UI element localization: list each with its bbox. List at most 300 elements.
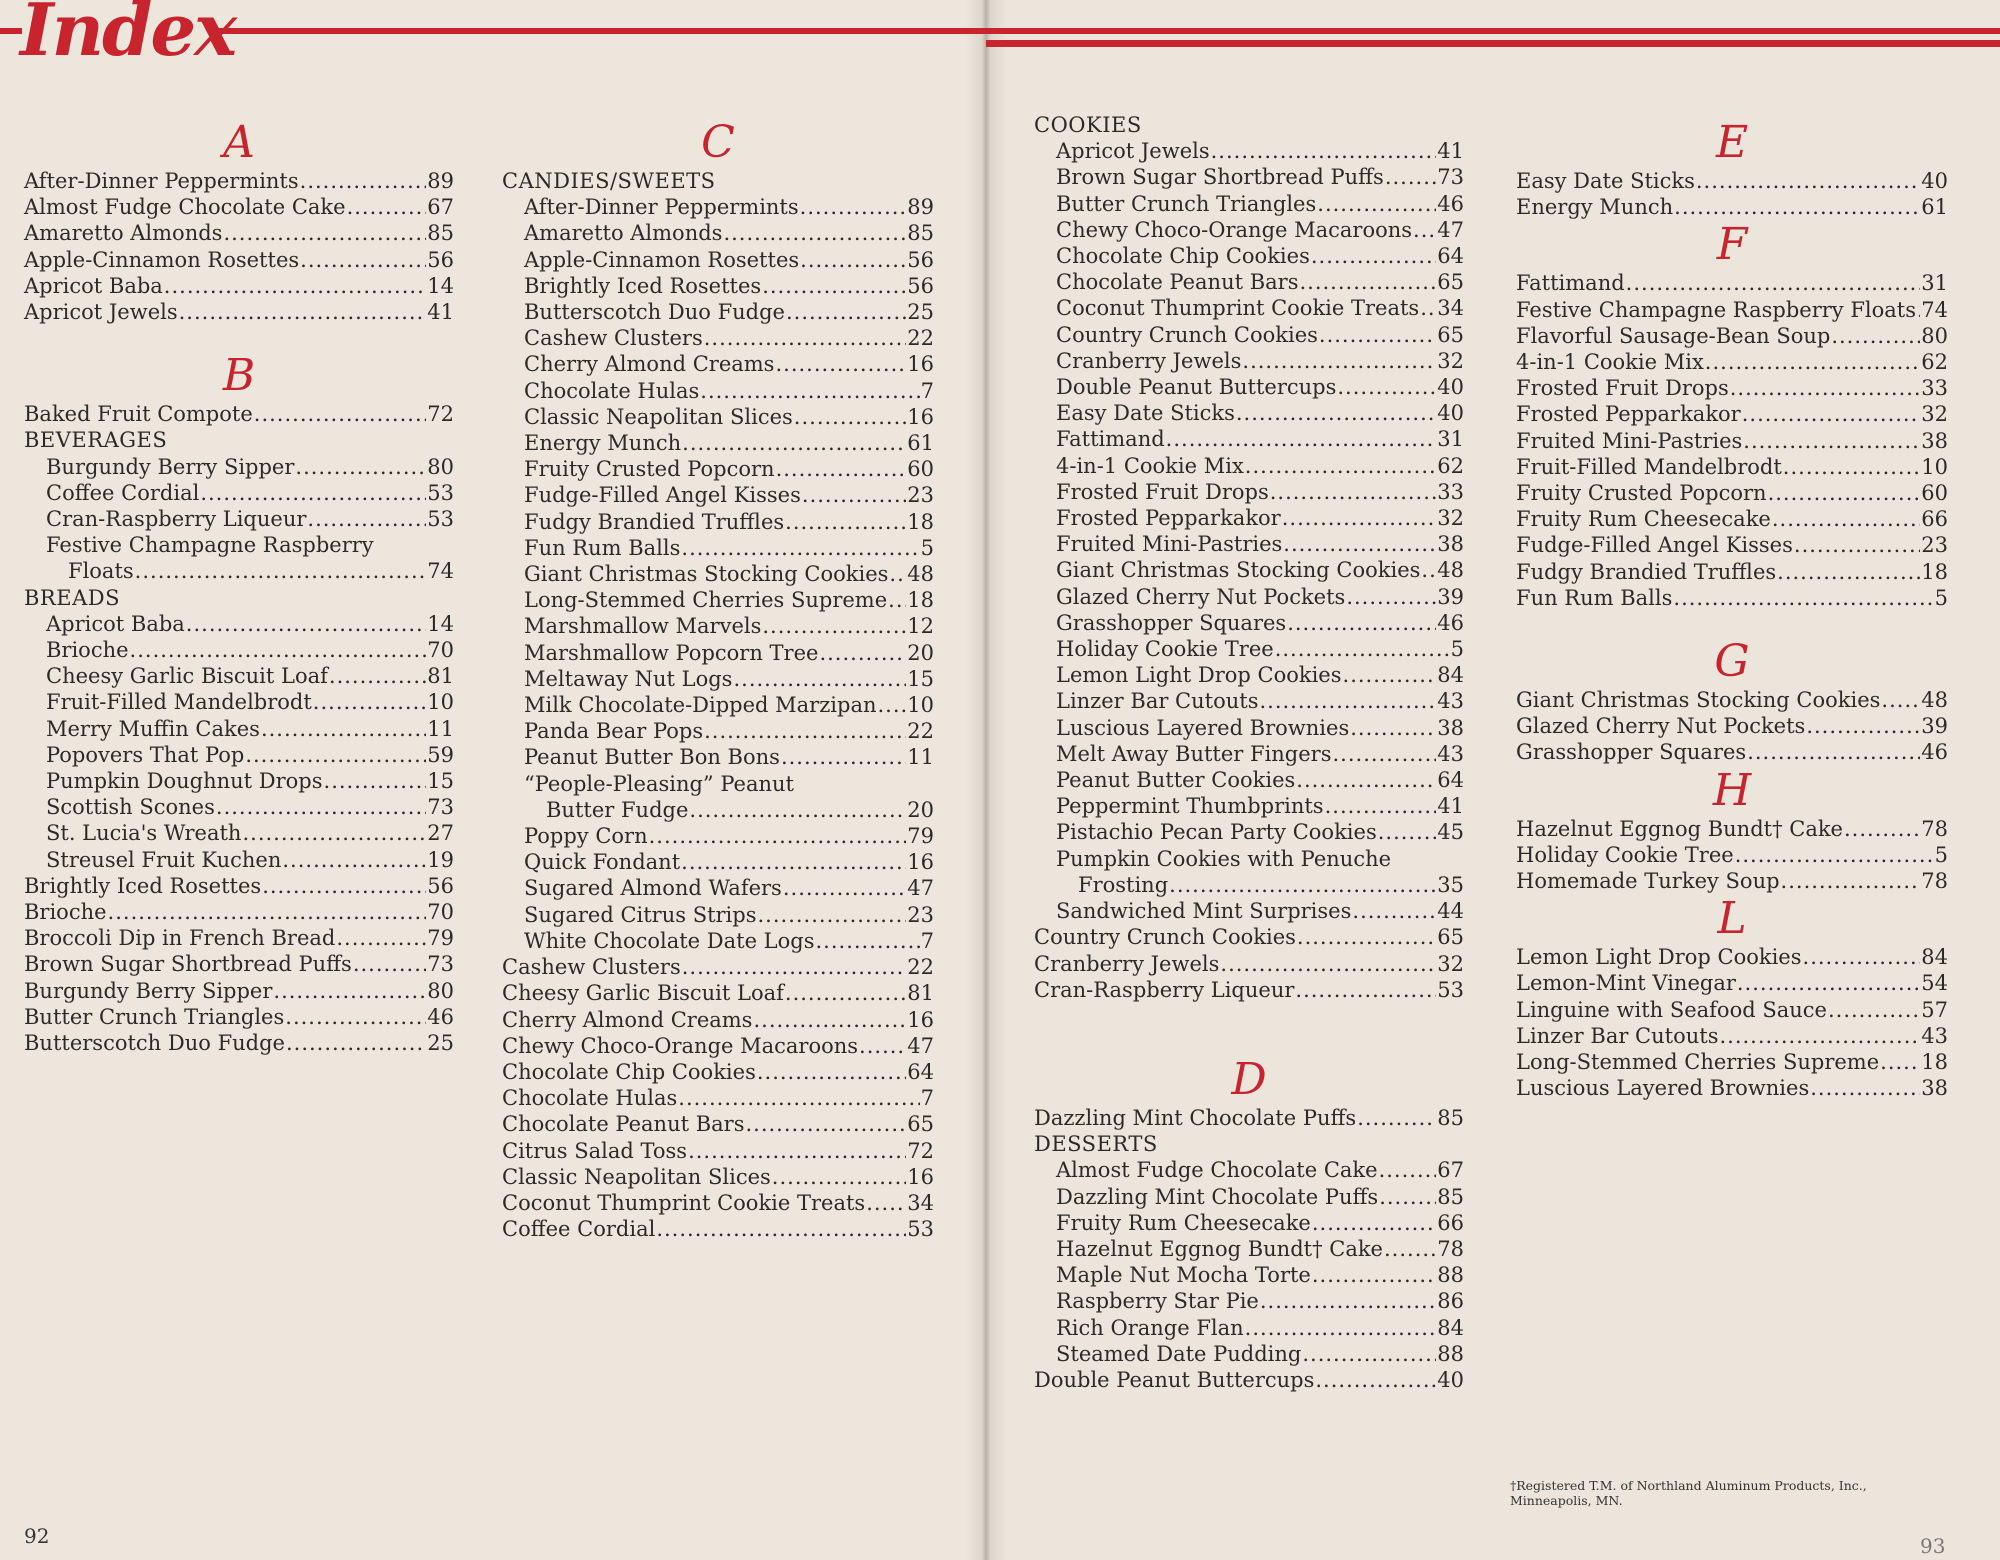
index-entry	[1034, 1315, 1464, 1341]
entry-title: Fruited Mini-Pastries	[1516, 428, 1743, 453]
dot-leader	[1297, 924, 1436, 950]
dot-leader	[753, 1007, 906, 1033]
entry-page-number: 38	[1437, 532, 1464, 557]
entry-title: Fudgy Brandied Truffles	[1516, 559, 1777, 584]
dot-leader	[794, 404, 906, 430]
entry-title: Scottish Scones	[46, 795, 215, 820]
index-entry	[1516, 713, 1948, 739]
entry-title: Fudgy Brandied Truffles	[524, 509, 785, 534]
entry-page-number: 19	[427, 847, 454, 872]
entry-page-number: 16	[907, 404, 934, 429]
dot-leader	[1169, 872, 1436, 898]
entry-page-number: 88	[1437, 1341, 1464, 1366]
index-entry	[1034, 977, 1464, 1003]
dot-leader	[179, 299, 427, 325]
entry-title: Classic Neapolitan Slices	[524, 404, 793, 429]
dot-leader	[1352, 898, 1436, 924]
section-letter: A	[223, 117, 255, 168]
entry-title: Pumpkin Doughnut Drops	[46, 769, 323, 794]
dot-leader	[800, 247, 906, 273]
entry-page-number: 35	[1437, 872, 1464, 897]
entry-title: Easy Date Sticks	[1516, 169, 1695, 193]
dot-leader	[1311, 243, 1436, 269]
index-entry	[24, 299, 454, 325]
entry-page-number: 39	[1437, 584, 1464, 609]
entry-page-number: 25	[427, 1031, 454, 1056]
entry-page-number: 11	[907, 745, 934, 770]
entry-page-number: 84	[1921, 945, 1948, 970]
entry-title: Fun Rum Balls	[524, 535, 681, 560]
entry-page-number: 38	[1921, 428, 1948, 453]
index-entry	[1034, 269, 1464, 295]
entry-title: Raspberry Star Pie	[1056, 1289, 1259, 1314]
dot-leader	[682, 430, 906, 456]
entry-title: Lemon Light Drop Cookies	[1056, 663, 1342, 688]
index-entry	[1034, 191, 1464, 217]
entry-title: Poppy Corn	[524, 824, 648, 849]
index-entry	[1034, 793, 1464, 819]
entry-page-number: 15	[907, 666, 934, 691]
spacer	[1034, 1003, 1464, 1029]
entry-page-number: 10	[427, 690, 454, 715]
entry-page-number: 20	[907, 797, 934, 822]
entry-page-number: 85	[1437, 1184, 1464, 1209]
index-entry	[502, 509, 934, 535]
entry-title: Cheesy Garlic Biscuit Loaf	[46, 664, 328, 689]
dot-leader	[1337, 374, 1436, 400]
index-entry	[1516, 375, 1948, 401]
index-entry	[1034, 348, 1464, 374]
index-entry	[1516, 868, 1948, 894]
entry-page-number: 67	[427, 195, 454, 220]
index-entry	[1034, 924, 1464, 950]
index-entry	[502, 1190, 934, 1216]
index-entry	[1034, 322, 1464, 348]
index-entry-continued: “People-Pleasing” Peanut	[524, 771, 794, 796]
dot-leader	[254, 401, 427, 427]
spacer	[1034, 1029, 1464, 1055]
index-column-2	[502, 118, 934, 1242]
index-entry	[502, 980, 934, 1006]
entry-title: After-Dinner Peppermints	[524, 195, 799, 220]
entry-title: After-Dinner Peppermints	[24, 169, 299, 193]
entry-title: Meltaway Nut Logs	[524, 666, 733, 691]
entry-title: Easy Date Sticks	[1056, 401, 1235, 426]
entry-title: Brightly Iced Rosettes	[24, 873, 262, 898]
entry-page-number: 80	[1921, 323, 1948, 348]
dot-leader	[1719, 1023, 1920, 1049]
index-entry	[502, 1085, 934, 1111]
entry-title: Apricot Jewels	[24, 300, 178, 325]
dot-leader	[1673, 585, 1933, 611]
index-entry	[502, 902, 934, 928]
dot-leader	[1413, 217, 1436, 243]
dot-leader	[1317, 191, 1436, 217]
dot-leader	[723, 220, 906, 246]
dot-leader	[1743, 428, 1920, 454]
index-entry	[1034, 872, 1464, 898]
entry-title: Fruited Mini-Pastries	[1056, 532, 1283, 557]
dot-leader	[785, 509, 906, 535]
entry-title: Luscious Layered Brownies	[1516, 1076, 1810, 1101]
entry-page-number: 43	[1921, 1023, 1948, 1048]
dot-leader	[1781, 868, 1921, 894]
dot-leader	[762, 613, 906, 639]
entry-page-number: 79	[907, 824, 934, 849]
dot-leader	[688, 1138, 906, 1164]
entry-title: Floats	[68, 559, 134, 584]
entry-title: Chewy Choco-Orange Macaroons	[1056, 217, 1413, 242]
entry-title: Cherry Almond Creams	[524, 352, 775, 377]
dot-leader	[656, 1216, 906, 1242]
dot-leader	[329, 663, 426, 689]
entry-page-number: 41	[427, 300, 454, 325]
entry-page-number: 7	[920, 1086, 934, 1111]
dot-leader	[300, 247, 426, 273]
dot-leader	[689, 797, 906, 823]
dot-leader	[1626, 270, 1921, 296]
dot-leader	[200, 480, 426, 506]
section-letter: G	[1714, 636, 1750, 688]
dot-leader	[223, 220, 426, 246]
dot-leader	[1296, 767, 1436, 793]
entry-title: Marshmallow Marvels	[524, 614, 762, 639]
entry-title: Fruity Crusted Popcorn	[1516, 481, 1767, 506]
entry-title: St. Lucia's Wreath	[46, 821, 242, 846]
entry-page-number: 16	[907, 1007, 934, 1032]
index-entry	[1034, 1367, 1464, 1393]
entry-title: Cran-Raspberry Liqueur	[1034, 977, 1295, 1002]
dot-leader	[1275, 636, 1450, 662]
dot-leader	[1384, 1236, 1436, 1262]
entry-title: Fruity Rum Cheesecake	[1516, 507, 1771, 532]
entry-page-number: 80	[427, 978, 454, 1003]
dot-leader	[1737, 970, 1920, 996]
dot-leader	[816, 928, 920, 954]
dot-leader	[1806, 713, 1920, 739]
index-entry	[502, 692, 934, 718]
entry-title: Cheesy Garlic Biscuit Loaf	[502, 981, 784, 1006]
entry-title: Cashew Clusters	[502, 955, 681, 980]
entry-page-number: 53	[907, 1217, 934, 1242]
dot-leader	[1319, 322, 1436, 348]
index-entry	[1034, 164, 1464, 190]
index-entry	[502, 299, 934, 325]
entry-page-number: 45	[1437, 820, 1464, 845]
entry-title: Butter Crunch Triangles	[24, 1004, 285, 1029]
dot-leader	[1325, 793, 1437, 819]
entry-title: Lemon-Mint Vinegar	[1516, 971, 1736, 996]
entry-page-number: 32	[1437, 951, 1464, 976]
dot-leader	[1259, 688, 1436, 714]
entry-page-number: 65	[1437, 322, 1464, 347]
entry-page-number: 11	[427, 716, 454, 741]
dot-leader	[1220, 951, 1436, 977]
index-entry	[24, 742, 454, 768]
entry-page-number: 31	[1437, 427, 1464, 452]
entry-page-number: 32	[1437, 506, 1464, 531]
entry-title: Coconut Thumprint Cookie Treats	[502, 1190, 866, 1215]
entry-title: Chocolate Hulas	[524, 378, 700, 403]
index-entry	[1034, 767, 1464, 793]
dot-leader	[1346, 584, 1436, 610]
entry-title: Cashew Clusters	[524, 326, 703, 351]
section-letter: L	[1717, 893, 1747, 945]
dot-leader	[681, 535, 919, 561]
entry-page-number: 32	[1437, 348, 1464, 373]
entry-title: Quick Fondant	[524, 850, 681, 875]
dot-leader	[800, 194, 907, 220]
index-entry	[1516, 349, 1948, 375]
entry-page-number: 18	[907, 509, 934, 534]
index-entry	[1034, 1157, 1464, 1183]
entry-page-number: 73	[427, 952, 454, 977]
entry-page-number: 73	[427, 795, 454, 820]
dot-leader	[1803, 944, 1921, 970]
entry-title: Dazzling Mint Chocolate Puffs	[1056, 1184, 1379, 1209]
dot-leader	[775, 351, 906, 377]
index-entry	[1034, 688, 1464, 714]
dot-leader	[1211, 138, 1437, 164]
dot-leader	[1295, 977, 1436, 1003]
dot-leader	[1747, 739, 1920, 765]
section-letter: D	[1231, 1053, 1267, 1105]
dot-leader	[273, 978, 426, 1004]
index-entry	[1034, 951, 1464, 977]
entry-page-number: 22	[907, 326, 934, 351]
entry-title: Hazelnut Eggnog Bundt† Cake	[1516, 816, 1843, 841]
index-entry	[24, 768, 454, 794]
dot-leader	[1880, 1049, 1920, 1075]
dot-leader	[878, 692, 907, 718]
index-entry	[1516, 480, 1948, 506]
index-entry	[1034, 1341, 1464, 1367]
entry-title: Classic Neapolitan Slices	[502, 1164, 771, 1189]
dot-leader	[307, 506, 426, 532]
index-entry	[24, 401, 454, 427]
entry-title: Brioche	[46, 638, 129, 663]
entry-title: Glazed Cherry Nut Pockets	[1516, 714, 1806, 739]
dot-leader	[300, 168, 427, 194]
dot-leader	[786, 299, 906, 325]
dot-leader	[1312, 1262, 1436, 1288]
index-entry	[1516, 428, 1948, 454]
entry-page-number: 40	[1437, 1367, 1464, 1392]
entry-page-number: 78	[1437, 1236, 1464, 1261]
dot-leader	[282, 847, 426, 873]
entry-title: Homemade Turkey Soup	[1516, 869, 1780, 894]
entry-title: Melt Away Butter Fingers	[1056, 741, 1332, 766]
entry-page-number: 74	[1921, 297, 1948, 322]
index-entry	[24, 480, 454, 506]
dot-leader	[164, 273, 426, 299]
entry-title: Hazelnut Eggnog Bundt† Cake	[1056, 1236, 1383, 1261]
index-entry	[502, 718, 934, 744]
entry-page-number: 46	[1437, 610, 1464, 635]
index-entry	[24, 873, 454, 899]
dot-leader	[130, 637, 427, 663]
entry-page-number: 43	[1437, 741, 1464, 766]
dot-leader	[1245, 453, 1436, 479]
entry-page-number: 56	[907, 247, 934, 272]
dot-leader	[776, 456, 907, 482]
entry-title: Apricot Baba	[46, 611, 185, 636]
index-entry	[502, 1007, 934, 1033]
entry-title: Merry Muffin Cakes	[46, 716, 260, 741]
index-entry	[24, 558, 454, 584]
entry-title: Milk Chocolate-Dipped Marzipan	[524, 693, 877, 718]
dot-leader	[1242, 348, 1436, 374]
entry-title: Brioche	[24, 900, 107, 925]
index-entry	[24, 637, 454, 663]
dot-leader	[347, 194, 427, 220]
entry-title: Steamed Date Pudding	[1056, 1341, 1302, 1366]
index-entry	[502, 194, 934, 220]
dot-leader	[1917, 297, 1920, 323]
entry-title: Long-Stemmed Cherries Supreme	[524, 588, 888, 613]
entry-page-number: 32	[1921, 402, 1948, 427]
index-entry	[24, 978, 454, 1004]
entry-title: Fruity Rum Cheesecake	[1056, 1210, 1311, 1235]
dot-leader	[261, 716, 426, 742]
dot-leader	[1810, 1075, 1920, 1101]
entry-title: Grasshopper Squares	[1516, 740, 1747, 765]
dot-leader	[262, 873, 426, 899]
dot-leader	[1379, 1184, 1436, 1210]
entry-page-number: 79	[427, 926, 454, 951]
entry-page-number: 80	[427, 454, 454, 479]
index-entry	[24, 220, 454, 246]
index-entry	[1034, 1210, 1464, 1236]
entry-page-number: 78	[1921, 869, 1948, 894]
entry-page-number: 5	[1934, 842, 1948, 867]
dot-leader	[1696, 168, 1920, 194]
book-gutter	[965, 0, 1007, 1560]
entry-page-number: 64	[907, 1059, 934, 1084]
entry-title: Fruit-Filled Mandelbrodt	[1516, 454, 1782, 479]
entry-title: Glazed Cherry Nut Pockets	[1056, 584, 1346, 609]
entry-title: Frosted Pepparkakor	[1516, 402, 1741, 427]
entry-page-number: 40	[1437, 401, 1464, 426]
index-entry	[1034, 1288, 1464, 1314]
index-entry	[24, 506, 454, 532]
entry-title: Peanut Butter Bon Bons	[524, 745, 780, 770]
entry-page-number: 31	[1921, 271, 1948, 296]
entry-page-number: 18	[907, 588, 934, 613]
index-entry	[502, 1033, 934, 1059]
entry-page-number: 18	[1921, 1050, 1948, 1075]
index-entry	[1516, 816, 1948, 842]
category-heading: BREADS	[24, 585, 120, 610]
entry-title: Fattimand	[1056, 427, 1165, 452]
index-entry	[1516, 454, 1948, 480]
entry-page-number: 56	[427, 247, 454, 272]
entry-title: Frosted Pepparkakor	[1056, 506, 1281, 531]
entry-title: Brown Sugar Shortbread Puffs	[24, 952, 352, 977]
index-entry	[1034, 426, 1464, 452]
index-entry	[502, 849, 934, 875]
entry-page-number: 70	[427, 638, 454, 663]
dot-leader	[353, 951, 426, 977]
entry-title: Fudge-Filled Angel Kisses	[524, 483, 801, 508]
entry-page-number: 16	[907, 850, 934, 875]
index-column-1	[24, 118, 454, 1056]
index-column-4	[1516, 118, 1948, 1101]
index-entry	[502, 1111, 934, 1137]
dot-leader	[859, 1033, 906, 1059]
section-letter: E	[1715, 117, 1749, 168]
dot-leader	[1379, 1157, 1437, 1183]
index-entry	[1034, 662, 1464, 688]
dot-leader	[745, 1111, 906, 1137]
index-entry	[1516, 1075, 1948, 1101]
dot-leader	[1385, 164, 1436, 190]
dot-leader	[888, 587, 906, 613]
entry-page-number: 15	[427, 769, 454, 794]
index-entry	[502, 535, 934, 561]
section-letter: F	[1716, 219, 1748, 271]
index-entry	[1034, 557, 1464, 583]
index-entry	[502, 875, 934, 901]
dot-leader	[819, 640, 906, 666]
dot-leader	[700, 378, 919, 404]
index-entry	[502, 1164, 934, 1190]
entry-title: Cherry Almond Creams	[502, 1007, 753, 1032]
index-entry	[24, 689, 454, 715]
dot-leader	[1794, 532, 1920, 558]
entry-page-number: 25	[907, 300, 934, 325]
entry-page-number: 14	[427, 273, 454, 298]
dot-leader	[681, 849, 906, 875]
index-entry	[502, 928, 934, 954]
dot-leader	[295, 454, 426, 480]
entry-page-number: 10	[907, 693, 934, 718]
index-entry	[1034, 1184, 1464, 1210]
index-entry	[1516, 532, 1948, 558]
entry-title: Frosting	[1078, 872, 1169, 897]
dot-leader	[785, 980, 906, 1006]
entry-page-number: 85	[907, 221, 934, 246]
entry-page-number: 23	[907, 483, 934, 508]
dot-leader	[1735, 842, 1934, 868]
entry-page-number: 74	[427, 559, 454, 584]
entry-title: Burgundy Berry Sipper	[46, 454, 295, 479]
index-entry	[1034, 636, 1464, 662]
index-entry	[1034, 741, 1464, 767]
dot-leader	[108, 899, 427, 925]
dot-leader	[135, 558, 427, 584]
section-letter: B	[222, 350, 256, 402]
entry-page-number: 48	[1921, 688, 1948, 713]
section-letter: C	[701, 117, 735, 168]
entry-page-number: 23	[1921, 533, 1948, 558]
entry-page-number: 65	[1437, 925, 1464, 950]
entry-title: Flavorful Sausage-Bean Soup	[1516, 323, 1831, 348]
dot-leader	[1881, 687, 1920, 713]
dot-leader	[1783, 454, 1920, 480]
entry-title: Pistachio Pecan Party Cookies	[1056, 820, 1377, 845]
index-entry	[502, 247, 934, 273]
entry-title: Giant Christmas Stocking Cookies	[524, 562, 889, 587]
entry-page-number: 33	[1437, 479, 1464, 504]
index-entry	[1034, 610, 1464, 636]
index-entry	[24, 168, 454, 194]
entry-page-number: 65	[1437, 270, 1464, 295]
dot-leader	[324, 768, 427, 794]
entry-title: Burgundy Berry Sipper	[24, 978, 273, 1003]
index-entry	[24, 820, 454, 846]
entry-page-number: 61	[907, 431, 934, 456]
